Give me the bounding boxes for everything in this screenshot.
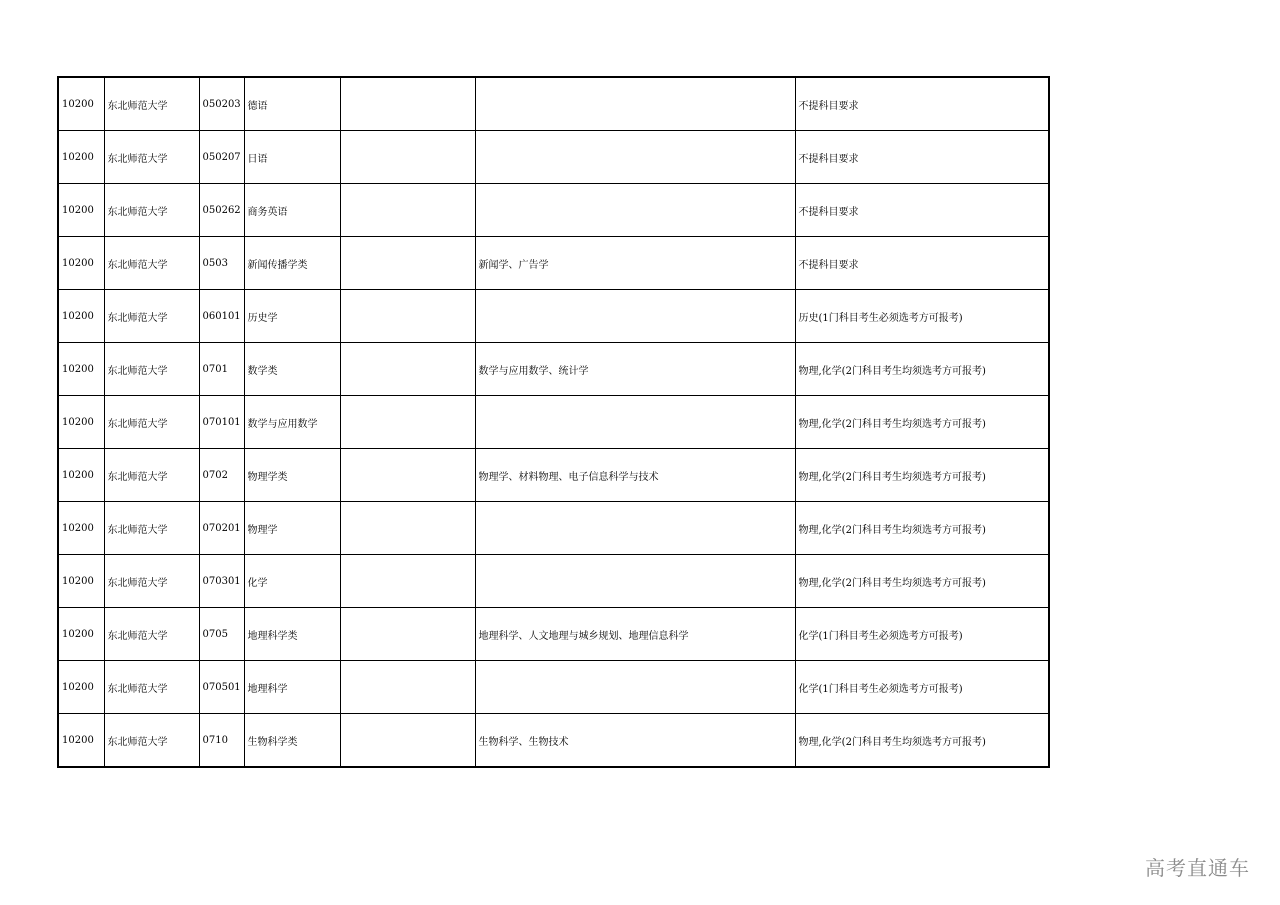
table-row [58,608,1049,661]
table-row [58,77,1049,131]
major-name-cell: 物理学 [244,502,340,555]
major-code-cell: 070201 [199,502,244,555]
included-majors-cell [475,502,795,555]
school-name-cell: 东北师范大学 [104,290,199,343]
major-code-cell: 0710 [199,714,244,768]
included-majors-cell [475,396,795,449]
included-majors-cell [475,290,795,343]
requirement-cell: 物理,化学(2门科目考生均须选考方可报考) [795,396,1049,449]
requirement-cell: 物理,化学(2门科目考生均须选考方可报考) [795,449,1049,502]
major-code-cell: 0503 [199,237,244,290]
table-row [58,131,1049,184]
school-name-cell: 东北师范大学 [104,608,199,661]
school-name-cell: 东北师范大学 [104,184,199,237]
school-code-cell: 10200 [58,714,104,768]
major-code-cell: 0701 [199,343,244,396]
school-code-cell: 10200 [58,661,104,714]
note-cell [340,237,475,290]
included-majors-cell: 新闻学、广告学 [475,237,795,290]
note-cell [340,502,475,555]
note-cell [340,555,475,608]
note-cell [340,714,475,768]
school-code-cell: 10200 [58,555,104,608]
requirement-cell: 不提科目要求 [795,77,1049,131]
requirement-cell: 不提科目要求 [795,184,1049,237]
major-name-cell: 数学类 [244,343,340,396]
watermark-text: 高考直通车 [1145,856,1250,880]
school-code-cell: 10200 [58,131,104,184]
table-row [58,343,1049,396]
major-code-cell: 070301 [199,555,244,608]
major-code-cell: 070101 [199,396,244,449]
requirement-cell: 物理,化学(2门科目考生均须选考方可报考) [795,714,1049,768]
major-code-cell: 050207 [199,131,244,184]
note-cell [340,77,475,131]
major-name-cell: 地理科学 [244,661,340,714]
school-code-cell: 10200 [58,184,104,237]
major-name-cell: 地理科学类 [244,608,340,661]
requirement-cell: 物理,化学(2门科目考生均须选考方可报考) [795,343,1049,396]
note-cell [340,290,475,343]
school-name-cell: 东北师范大学 [104,131,199,184]
note-cell [340,396,475,449]
school-name-cell: 东北师范大学 [104,502,199,555]
school-code-cell: 10200 [58,77,104,131]
included-majors-cell [475,555,795,608]
major-name-cell: 日语 [244,131,340,184]
school-code-cell: 10200 [58,502,104,555]
school-name-cell: 东北师范大学 [104,714,199,768]
school-code-cell: 10200 [58,290,104,343]
requirement-cell: 化学(1门科目考生必须选考方可报考) [795,661,1049,714]
school-name-cell: 东北师范大学 [104,396,199,449]
requirement-cell: 历史(1门科目考生必须选考方可报考) [795,290,1049,343]
table-row [58,449,1049,502]
major-code-cell: 070501 [199,661,244,714]
included-majors-cell: 地理科学、人文地理与城乡规划、地理信息科学 [475,608,795,661]
included-majors-cell [475,77,795,131]
school-code-cell: 10200 [58,449,104,502]
school-name-cell: 东北师范大学 [104,343,199,396]
requirement-cell: 化学(1门科目考生必须选考方可报考) [795,608,1049,661]
requirement-cell: 不提科目要求 [795,237,1049,290]
included-majors-cell [475,184,795,237]
included-majors-cell: 物理学、材料物理、电子信息科学与技术 [475,449,795,502]
school-name-cell: 东北师范大学 [104,661,199,714]
table-row [58,661,1049,714]
school-code-cell: 10200 [58,237,104,290]
major-code-cell: 0702 [199,449,244,502]
major-name-cell: 化学 [244,555,340,608]
major-code-cell: 050203 [199,77,244,131]
table-row [58,290,1049,343]
major-code-cell: 0705 [199,608,244,661]
table-row [58,184,1049,237]
table-row [58,237,1049,290]
school-code-cell: 10200 [58,343,104,396]
major-name-cell: 历史学 [244,290,340,343]
note-cell [340,608,475,661]
school-name-cell: 东北师范大学 [104,555,199,608]
requirement-cell: 物理,化学(2门科目考生均须选考方可报考) [795,502,1049,555]
included-majors-cell [475,661,795,714]
note-cell [340,449,475,502]
requirement-cell: 物理,化学(2门科目考生均须选考方可报考) [795,555,1049,608]
school-name-cell: 东北师范大学 [104,237,199,290]
note-cell [340,343,475,396]
included-majors-cell: 生物科学、生物技术 [475,714,795,768]
school-name-cell: 东北师范大学 [104,77,199,131]
table-row [58,396,1049,449]
table-row [58,714,1049,768]
major-name-cell: 生物科学类 [244,714,340,768]
note-cell [340,184,475,237]
major-name-cell: 德语 [244,77,340,131]
school-name-cell: 东北师范大学 [104,449,199,502]
included-majors-cell [475,131,795,184]
major-name-cell: 商务英语 [244,184,340,237]
school-code-cell: 10200 [58,396,104,449]
school-code-cell: 10200 [58,608,104,661]
included-majors-cell: 数学与应用数学、统计学 [475,343,795,396]
requirement-cell: 不提科目要求 [795,131,1049,184]
table-row [58,502,1049,555]
table-row [58,555,1049,608]
subject-requirements-table [57,76,1050,768]
note-cell [340,661,475,714]
major-code-cell: 060101 [199,290,244,343]
major-name-cell: 物理学类 [244,449,340,502]
note-cell [340,131,475,184]
major-name-cell: 新闻传播学类 [244,237,340,290]
major-code-cell: 050262 [199,184,244,237]
major-name-cell: 数学与应用数学 [244,396,340,449]
